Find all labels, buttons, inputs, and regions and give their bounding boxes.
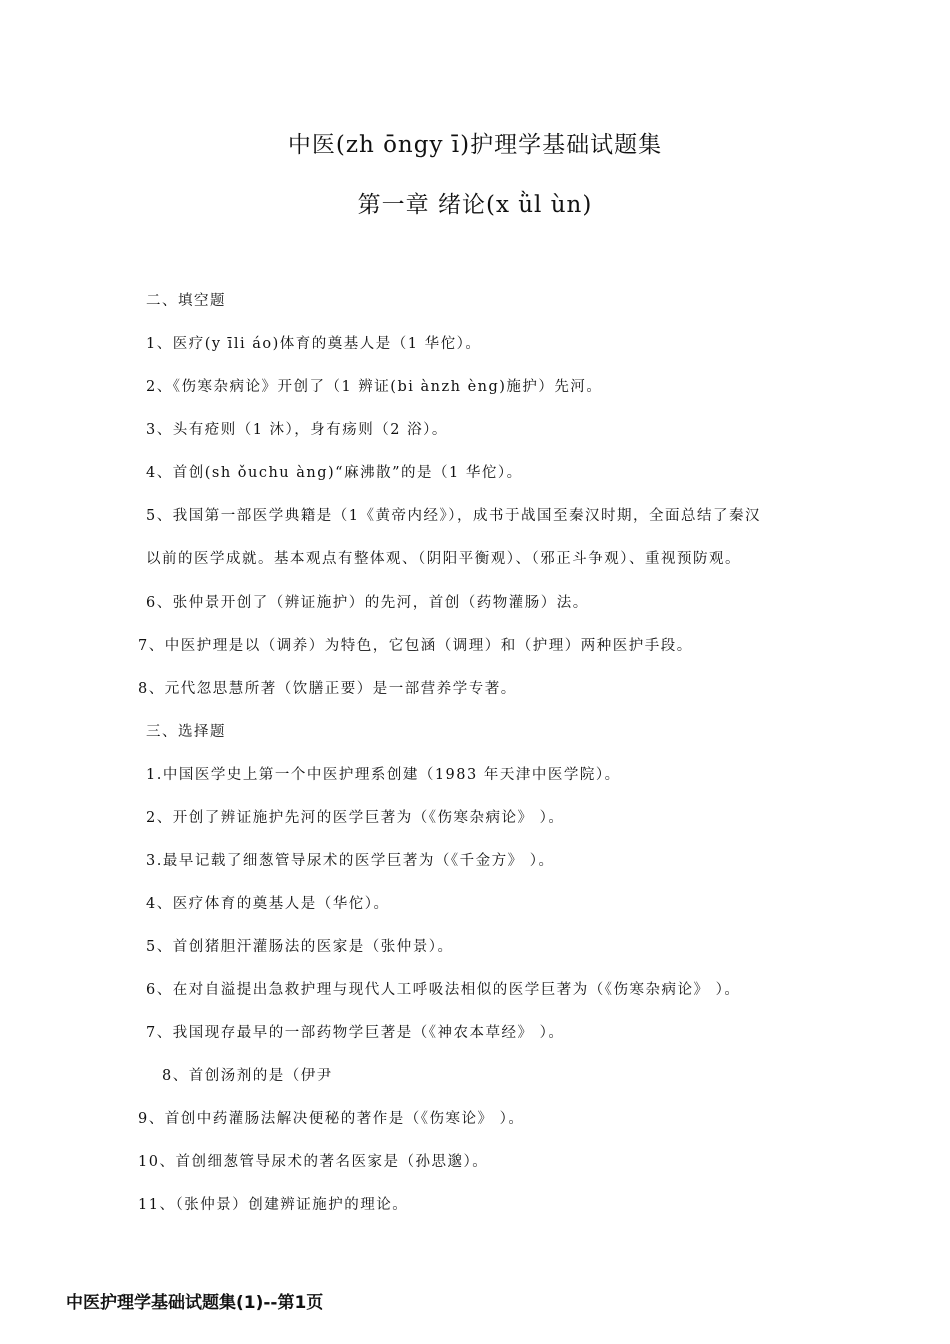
- text-line: 1.中国医学史上第一个中医护理系创建（1983 年天津中医学院）。: [146, 767, 621, 783]
- text-line: 5、我国第一部医学典籍是（1《黄帝内经》），成书于战国至秦汉时期，全面总结了秦汉: [146, 508, 761, 524]
- text-line: 8、元代忽思慧所著（饮膳正要）是一部营养学专著。: [138, 681, 517, 697]
- text-line: 2、《伤寒杂病论》开创了（1 辨证(bi ànzh èng)施护）先河。: [146, 379, 603, 395]
- page-footer: 中医护理学基础试题集(1)--第1页: [66, 1293, 324, 1313]
- text-line: 4、医疗体育的奠基人是（华佗）。: [146, 896, 390, 912]
- text-line: 3.最早记载了细葱管导尿术的医学巨著为（《千金方》 ）。: [146, 853, 555, 869]
- section-heading-choice: 三、选择题: [146, 724, 226, 740]
- text-line: 10、首创细葱管导尿术的著名医家是（孙思邈）。: [138, 1154, 489, 1170]
- text-line: 11、（张仲景）创建辨证施护的理论。: [138, 1197, 409, 1213]
- section-heading-fill-blank: 二、填空题: [146, 293, 226, 309]
- chapter-title: 第一章 绪论(x ǜl ùn): [357, 192, 593, 218]
- text-line: 2、开创了辨证施护先河的医学巨著为（《伤寒杂病论》 ）。: [146, 810, 565, 826]
- text-line: 7、我国现存最早的一部药物学巨著是（《神农本草经》 ）。: [146, 1025, 565, 1041]
- text-line: 以前的医学成就。基本观点有整体观、（阴阳平衡观）、（邪正斗争观）、重视预防观。: [146, 551, 741, 567]
- text-line: 3、头有疮则（1 沐），身有疡则（2 浴）。: [146, 422, 448, 438]
- document-title: 中医(zh ōngy ī)护理学基础试题集: [287, 132, 663, 158]
- text-line: 7、中医护理是以（调养）为特色，它包涵（调理）和（护理）两种医护手段。: [138, 638, 693, 654]
- text-line: 9、首创中药灌肠法解决便秘的著作是（《伤寒论》 ）。: [138, 1111, 525, 1127]
- text-line: 5、首创猪胆汗灌肠法的医家是（张仲景）。: [146, 939, 454, 955]
- text-line: 8、首创汤剂的是（伊尹: [162, 1068, 333, 1084]
- text-line: 1、医疗(y īli áo)体育的奠基人是（1 华佗）。: [146, 336, 482, 352]
- text-line: 6、张仲景开创了（辨证施护）的先河，首创（药物灌肠）法。: [146, 595, 589, 611]
- text-line: 4、首创(sh ǒuchu àng)“麻沸散”的是（1 华佗）。: [146, 465, 523, 481]
- text-line: 6、在对自溢提出急救护理与现代人工呼吸法相似的医学巨著为（《伤寒杂病论》 ）。: [146, 982, 741, 998]
